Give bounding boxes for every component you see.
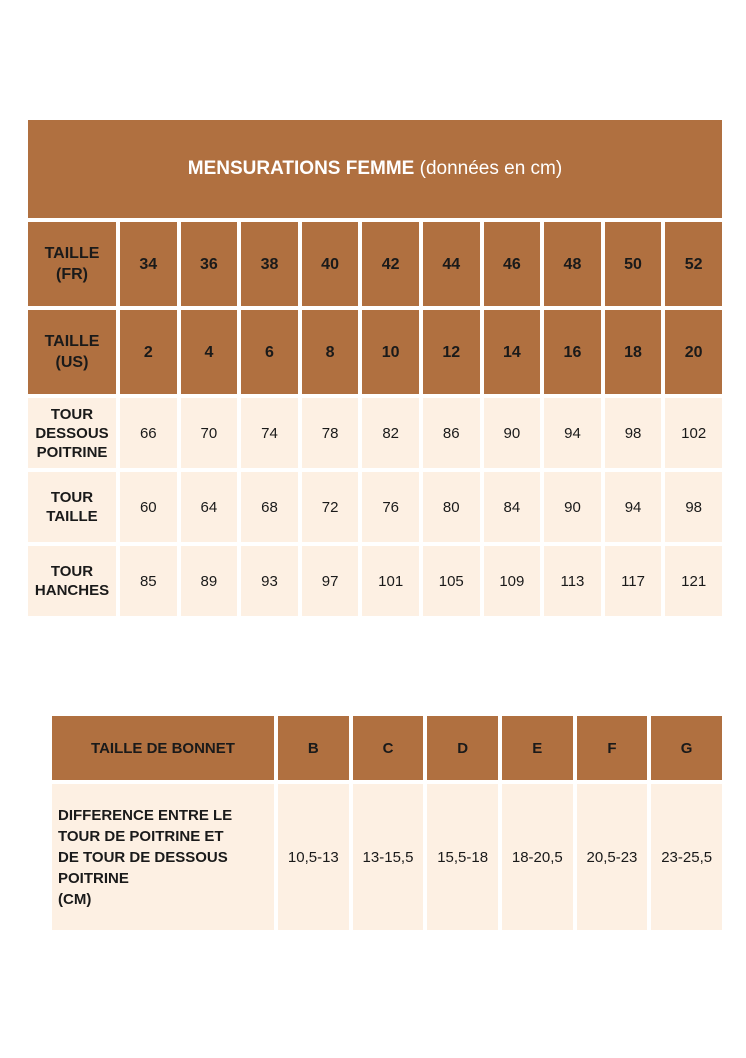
table-cell: 20,5-23 [577,784,648,930]
table-cell: 102 [665,398,722,468]
table-cell: 89 [181,546,238,616]
table-cell: 117 [605,546,662,616]
table-cell: 38 [241,222,298,306]
cup-row-label-unit: (CM) [58,890,92,908]
table-cell: 86 [423,398,480,468]
table-cell: 105 [423,546,480,616]
table-cell: 78 [302,398,359,468]
cup-row-label [52,784,274,930]
table-cell: 60 [120,472,177,542]
table-cell: 42 [362,222,419,306]
table-row-cup-header [52,716,722,780]
table-cell: 121 [665,546,722,616]
table-row-cup-difference [52,784,722,930]
table-cell: 46 [484,222,541,306]
row-label: TAILLE (FR) [28,222,116,306]
cup-header-cell: D [427,716,498,780]
table-row-taille-fr [28,222,722,306]
table-cell: 90 [484,398,541,468]
table-cell: 113 [544,546,601,616]
table-cell: 52 [665,222,722,306]
row-label: TOUR DESSOUS POITRINE [28,398,116,468]
table-cell: 14 [484,310,541,394]
table-cell: 70 [181,398,238,468]
table-cell: 10 [362,310,419,394]
table-cell: 8 [302,310,359,394]
size-chart-table [24,116,726,620]
table-cell: 18-20,5 [502,784,573,930]
table-cell: 98 [605,398,662,468]
table-cell: 94 [544,398,601,468]
table-cell: 76 [362,472,419,542]
table-cell: 50 [605,222,662,306]
table-cell: 94 [605,472,662,542]
table-cell: 72 [302,472,359,542]
table-cell: 16 [544,310,601,394]
table-row-tour-hanches [28,546,722,616]
table-cell: 93 [241,546,298,616]
table-cell: 64 [181,472,238,542]
table-cell: 23-25,5 [651,784,722,930]
table-cell: 109 [484,546,541,616]
table-row-taille-us [28,310,722,394]
cup-row-label-text: DIFFERENCE ENTRE LE TOUR DE POITRINE ET DE TOUR DE DESSOUS POITRINE [58,806,233,887]
table-cell: 34 [120,222,177,306]
table-cell: 82 [362,398,419,468]
cup-header-cell: C [353,716,424,780]
cup-header-cell: G [651,716,722,780]
table-cell: 10,5-13 [278,784,349,930]
cup-size-table [48,712,726,934]
table-cell: 85 [120,546,177,616]
table-cell: 68 [241,472,298,542]
size-chart-title-suffix: (données en cm) [414,158,563,179]
size-chart-title-main: MENSURATIONS FEMME [187,158,415,179]
table-cell: 36 [181,222,238,306]
size-chart-title [28,120,722,218]
row-label: TOUR TAILLE [28,472,116,542]
table-cell: 98 [665,472,722,542]
table-cell: 2 [120,310,177,394]
table-cell: 101 [362,546,419,616]
table-cell: 80 [423,472,480,542]
table-cell: 20 [665,310,722,394]
table-cell: 97 [302,546,359,616]
table-cell: 90 [544,472,601,542]
table-cell: 13-15,5 [353,784,424,930]
row-label: TOUR HANCHES [28,546,116,616]
table-cell: 84 [484,472,541,542]
table-cell: 74 [241,398,298,468]
cup-header-cell: F [577,716,648,780]
cup-header-cell: B [278,716,349,780]
table-cell: 6 [241,310,298,394]
cup-header-cell: E [502,716,573,780]
table-cell: 40 [302,222,359,306]
table-cell: 48 [544,222,601,306]
table-cell: 15,5-18 [427,784,498,930]
cup-header-label: TAILLE DE BONNET [52,716,274,780]
table-cell: 18 [605,310,662,394]
table-row-tour-dessous-poitrine [28,398,722,468]
table-row-tour-taille [28,472,722,542]
table-cell: 66 [120,398,177,468]
row-label: TAILLE (US) [28,310,116,394]
table-cell: 44 [423,222,480,306]
table-cell: 4 [181,310,238,394]
table-cell: 12 [423,310,480,394]
